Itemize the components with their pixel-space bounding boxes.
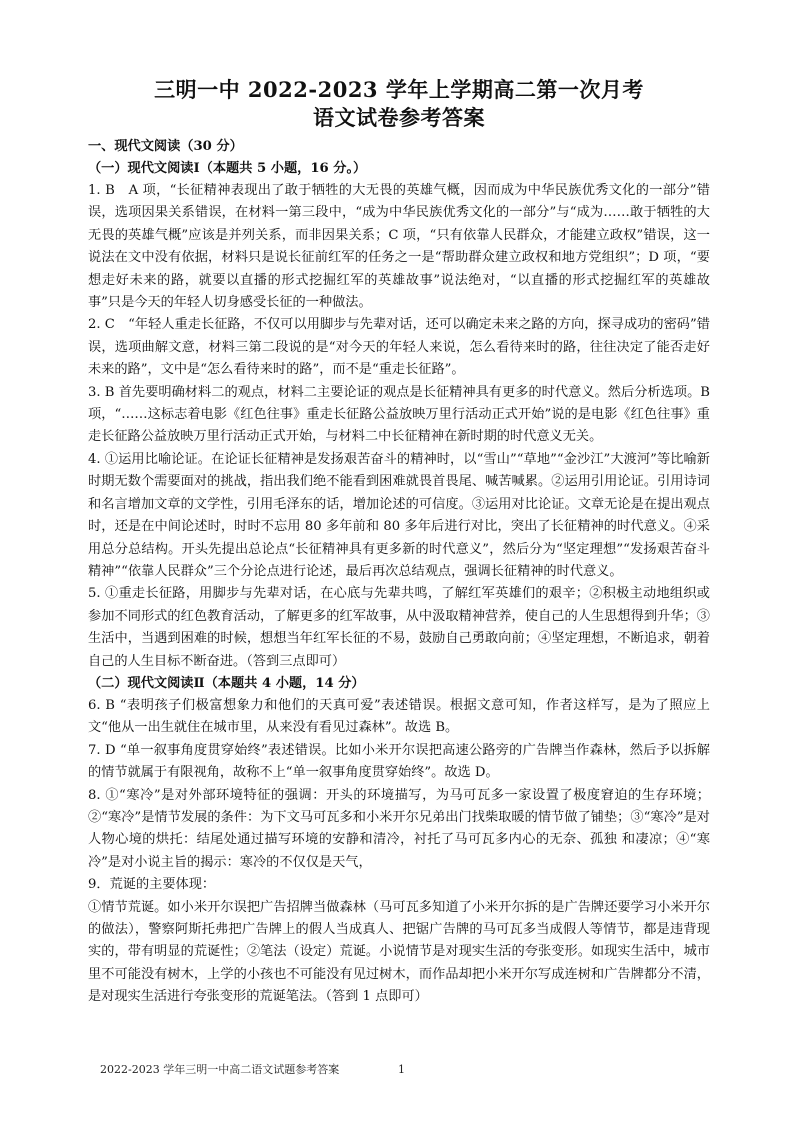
answer-q9-body: ①情节荒诞。如小米开尔误把广告招牌当做森林（马可瓦多知道了小米开尔拆的是广告牌还要学习小米开尔的做法），警察阿斯托弗把广告牌上的假人当成真人、把锯广告牌的马可瓦多当成假人等情节，都是违背现实的，带有明显的荒诞性；②笔法（设定）荒诞。小说情节是对现实生活的夸张变形。如现实生活中，城市里不可能没有树木，上学的小孩也不可能没有见过树木，而作品却把小米开尔写成连树和广告牌都分不清，是对现实生活进行夸张变形的荒诞笔法。（答到 1 点即可）	[88, 899, 710, 1005]
answer-q5: 5. ①重走长征路，用脚步与先辈对话，在心底与先辈共鸣，了解红军英雄们的艰辛；②积极主动地组织或参加不同形式的红色教育活动，了解更多的红军故事，从中汲取精神营养，使自己的人生思想得到升华；③生活中，当遇到困难的时候，想想当年红军长征的不易，鼓励自己勇敢向前；④坚定理想，不断追求，朝着自己的人生目标不断奋进。（答到三点即可）	[88, 586, 710, 669]
footer-text: 2022-2023 学年三明一中高二语文试题参考答案	[100, 1063, 340, 1076]
page-number: 1	[398, 1063, 405, 1076]
answer-q3: 3. B 首先要明确材料二的观点，材料二主要论证的观点是长征精神具有更多的时代意义。然后分析选项。B 项，“……这标志着电影《红色往事》重走长征路公益放映万里行活动正式开始”说的是电影《红色往事》重走长征路公益放映万里行活动正式开始，与材料二中长征精神在新时期的时代意义无关。	[88, 384, 710, 445]
document-title: 三明一中 2022-2023 学年上学期高二第一次月考	[154, 77, 644, 102]
answer-q2: 2. C “年轻人重走长征路，不仅可以用脚步与先辈对话，还可以确定未来之路的方向，探寻成功的密码”错误，选项曲解文意，材料三第二段说的是“对今天的年轻人来说，怎么看待来时的路，往往决定了能否走好未来的路”，文中是“怎么看待来时的路”，而不是“重走长征路”。	[88, 317, 710, 378]
answer-q8: 8. ①“寒冷”是对外部环境特征的强调：开头的环境描写，为马可瓦多一家设置了极度窘迫的生存环境；②“寒冷”是情节发展的条件：为下文马可瓦多和小米开尔兄弟出门找柴取暖的情节做了铺垫；③“寒冷”是对人物心境的烘托：结尾处通过描写环境的安静和清冷，衬托了马可瓦多内心的无奈、孤独 和凄凉；④“寒冷”是对小说主旨的揭示：寒冷的不仅仅是天气，	[88, 787, 710, 870]
answer-q1: 1. B A 项，“长征精神表现出了敢于牺牲的大无畏的英雄气概，因而成为中华民族优秀文化的一部分”错误，选项因果关系错误，在材料一第三段中，“成为中华民族优秀文化的一部分”与“成为……敢于牺牲的大无畏的英雄气概”应该是并列关系，而非因果关系；C 项，“只有依靠人民群众，才能建立政权”错误，这一说法在文中没有依据，材料只是说长征前红军的任务之一是“帮助群众建立政权和地方党组织”；D 项，“要想走好未来的路，就要以直播的形式挖掘红军的英雄故事”说法绝对，“以直播的形式挖掘红军的英雄故事”只是今天的年轻人切身感受长征的一种做法。	[88, 183, 710, 311]
answer-q9-intro: 9．荒诞的主要体现：	[88, 877, 216, 893]
subsection-heading-reading-2: （二）现代文阅读Ⅱ（本题共 4 小题，14 分）	[88, 675, 365, 691]
answer-q6: 6. B “表明孩子们极富想象力和他们的天真可爱”表述错误。根据文意可知，作者这样写，是为了照应上文“他从一出生就住在城市里，从来没有看见过森林”。故选 B。	[88, 697, 710, 736]
section-heading-reading: 一、现代文阅读（30 分）	[88, 139, 243, 154]
document-subtitle: 语文试卷参考答案	[313, 105, 485, 130]
answer-q4: 4. ①运用比喻论证。在论证长征精神是发扬艰苦奋斗的精神时，以“雪山”“草地”“金沙江”大渡河”等比喻新时期无数个需要面对的挑战，指出我们绝不能看到困难就畏首畏尾、喊苦喊累。②运用引用论证。引用诗词和名言增加文章的文学性，引用毛泽东的话，增加论述的可信度。③运用对比论证。文章无论是在提出观点时，还是在中间论述时，时时不忘用 80 多年前和 80 多年后进行对比，突出了长征精神的时代意义。④采用总分总结构。开头先提出总论点“长征精神具有更多新的时代意义”，然后分为“坚定理想”“发扬艰苦奋斗精神”“依靠人民群众”三个分论点进行论述，最后再次总结观点，强调长征精神的时代意义。	[88, 451, 710, 579]
page-footer	[100, 1062, 500, 1078]
subsection-heading-reading-1: （一）现代文阅读Ⅰ（本题共 5 小题，16 分。）	[88, 161, 367, 176]
answer-q7: 7. D “单一叙事角度贯穿始终”表述错误。比如小米开尔误把高速公路旁的广告牌当作森林，然后予以拆解的情节就属于有限视角，故称不上“单一叙事角度贯穿始终”。故选 D。	[88, 742, 710, 781]
answer-document	[88, 76, 710, 1009]
